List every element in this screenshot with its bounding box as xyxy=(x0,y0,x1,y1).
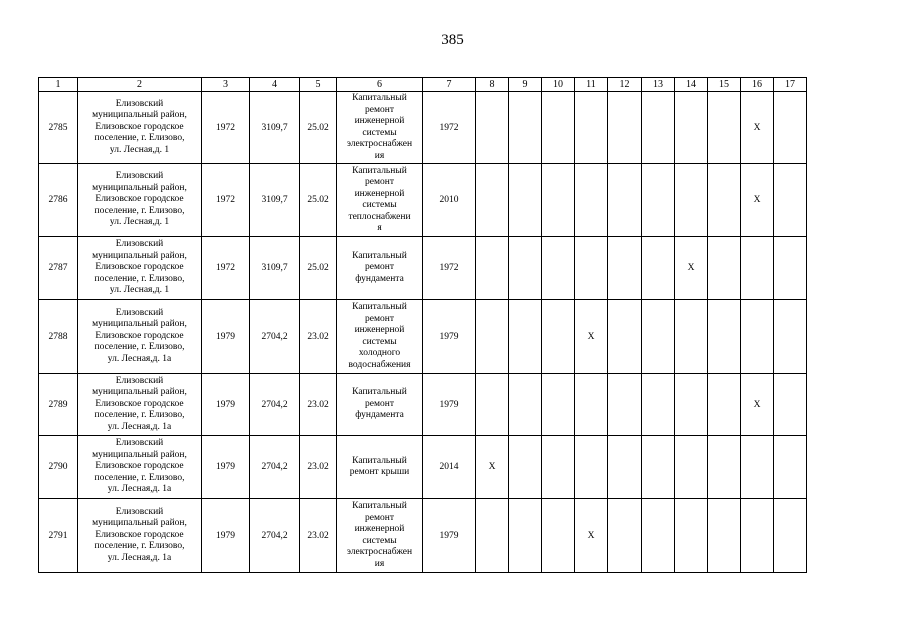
row-number-cell: 2790 xyxy=(39,436,78,499)
code-cell: 23.02 xyxy=(300,499,337,573)
mark-cell xyxy=(542,436,575,499)
repair-type-line: Капитальный xyxy=(352,302,407,312)
repair-type-line: фундамента xyxy=(355,273,404,284)
area-cell: 2704,2 xyxy=(250,300,300,374)
row-number-cell: 2785 xyxy=(39,92,78,164)
mark-cell xyxy=(774,92,807,164)
mark-cell xyxy=(774,300,807,374)
mark-cell xyxy=(708,436,741,499)
address-cell xyxy=(78,499,202,573)
repair-year-cell: 1979 xyxy=(423,374,476,436)
repair-type-line: ремонт xyxy=(365,177,394,187)
mark-cell xyxy=(675,92,708,164)
build-year-cell: 1972 xyxy=(202,237,250,300)
table-row xyxy=(39,237,807,300)
column-header: 9 xyxy=(509,78,542,92)
mark-cell xyxy=(675,499,708,573)
address-line: муниципальный район, xyxy=(92,518,187,529)
mark-cell xyxy=(774,436,807,499)
repair-type-line: инженерной xyxy=(354,524,405,534)
code-cell: 25.02 xyxy=(300,164,337,237)
mark-cell: X xyxy=(741,374,774,436)
table-body xyxy=(39,92,807,573)
mark-cell xyxy=(608,92,642,164)
mark-cell xyxy=(575,164,608,237)
table-row xyxy=(39,374,807,436)
repair-type-line: системы xyxy=(362,127,397,138)
address-line: Елизовский xyxy=(115,506,164,517)
mark-cell xyxy=(642,92,675,164)
column-header: 16 xyxy=(741,78,774,92)
address-cell xyxy=(78,164,202,237)
address-line: Елизовское городское xyxy=(95,529,184,540)
column-header: 8 xyxy=(476,78,509,92)
mark-cell xyxy=(476,499,509,573)
mark-cell: X xyxy=(675,237,708,300)
mark-cell xyxy=(542,237,575,300)
area-cell: 3109,7 xyxy=(250,237,300,300)
table-row xyxy=(39,499,807,573)
mark-cell xyxy=(708,300,741,374)
address-line: Елизовский xyxy=(115,239,164,250)
address-line: муниципальный район, xyxy=(92,319,187,330)
repair-type-line: Капитальный xyxy=(352,165,407,176)
row-number-cell: 2789 xyxy=(39,374,78,436)
column-header: 6 xyxy=(337,78,423,92)
repair-type-line: холодного xyxy=(358,348,401,358)
column-number-header-row xyxy=(39,78,807,92)
code-cell: 25.02 xyxy=(300,92,337,164)
repair-type-line: теплоснабжени xyxy=(348,211,411,222)
repair-type-cell xyxy=(337,92,423,164)
address-line: поселение, г. Елизово, xyxy=(94,133,185,144)
column-header: 11 xyxy=(575,78,608,92)
column-header: 14 xyxy=(675,78,708,92)
mark-cell xyxy=(575,436,608,499)
repair-type-line: инженерной xyxy=(354,188,405,199)
mark-cell xyxy=(675,436,708,499)
mark-cell xyxy=(542,300,575,374)
page-number: 385 xyxy=(441,32,464,48)
address-cell xyxy=(78,237,202,300)
repair-type-line: инженерной xyxy=(354,325,405,335)
column-header: 17 xyxy=(774,78,807,92)
table-row xyxy=(39,164,807,237)
repair-type-cell xyxy=(337,164,423,237)
repair-type-cell xyxy=(337,499,423,573)
mark-cell xyxy=(774,164,807,237)
address-line: Елизовский xyxy=(115,171,164,182)
mark-cell xyxy=(542,499,575,573)
build-year-cell: 1972 xyxy=(202,164,250,237)
address-line: Елизовское городское xyxy=(95,330,184,341)
column-header: 2 xyxy=(78,78,202,92)
address-line: Елизовское городское xyxy=(95,398,184,409)
column-header: 5 xyxy=(300,78,337,92)
build-year-cell: 1979 xyxy=(202,374,250,436)
mark-cell: X xyxy=(476,436,509,499)
address-line: Елизовский xyxy=(115,307,164,318)
mark-cell xyxy=(542,374,575,436)
repair-type-line: инженерной xyxy=(354,116,405,126)
mark-cell xyxy=(642,436,675,499)
address-line: ул. Лесная,д. 1 xyxy=(109,217,170,228)
address-cell xyxy=(78,374,202,436)
mark-cell xyxy=(608,237,642,300)
address-line: муниципальный район, xyxy=(92,182,187,193)
address-line: Елизовское городское xyxy=(95,194,184,205)
mark-cell xyxy=(741,499,774,573)
address-line: муниципальный район, xyxy=(92,250,187,261)
code-cell: 23.02 xyxy=(300,436,337,499)
address-line: поселение, г. Елизово, xyxy=(94,205,185,216)
address-line: поселение, г. Елизово, xyxy=(94,472,185,483)
area-cell: 2704,2 xyxy=(250,374,300,436)
repair-type-line: Капитальный xyxy=(352,501,407,511)
mark-cell xyxy=(675,300,708,374)
repair-type-line: Капитальный xyxy=(352,250,407,261)
repair-year-cell: 1979 xyxy=(423,499,476,573)
row-number-cell: 2786 xyxy=(39,164,78,237)
mark-cell xyxy=(642,300,675,374)
address-line: поселение, г. Елизово, xyxy=(94,342,185,353)
repair-type-line: ремонт xyxy=(365,104,394,115)
mark-cell xyxy=(476,92,509,164)
address-line: поселение, г. Елизово, xyxy=(94,273,185,284)
repair-type-line: ремонт крыши xyxy=(349,467,410,477)
address-line: муниципальный район, xyxy=(92,110,187,121)
repair-year-cell: 2010 xyxy=(423,164,476,237)
repair-year-cell: 1979 xyxy=(423,300,476,374)
mark-cell xyxy=(509,92,542,164)
code-cell: 23.02 xyxy=(300,374,337,436)
repair-type-line: системы xyxy=(362,200,397,210)
mark-cell xyxy=(575,237,608,300)
mark-cell xyxy=(642,499,675,573)
area-cell: 3109,7 xyxy=(250,164,300,237)
repair-register-table xyxy=(38,77,807,573)
mark-cell xyxy=(509,300,542,374)
mark-cell xyxy=(509,499,542,573)
address-cell xyxy=(78,300,202,374)
mark-cell xyxy=(542,92,575,164)
repair-type-line: электроснабжен xyxy=(346,139,413,149)
repair-type-line: Капитальный xyxy=(352,455,407,466)
column-header: 12 xyxy=(608,78,642,92)
area-cell: 2704,2 xyxy=(250,499,300,573)
mark-cell xyxy=(741,436,774,499)
mark-cell xyxy=(708,499,741,573)
mark-cell: X xyxy=(741,92,774,164)
address-line: муниципальный район, xyxy=(92,449,187,460)
column-header: 13 xyxy=(642,78,675,92)
row-number-cell: 2791 xyxy=(39,499,78,573)
mark-cell xyxy=(509,374,542,436)
area-cell: 2704,2 xyxy=(250,436,300,499)
row-number-cell: 2787 xyxy=(39,237,78,300)
repair-type-cell xyxy=(337,436,423,499)
mark-cell xyxy=(708,164,741,237)
mark-cell xyxy=(642,237,675,300)
table-row xyxy=(39,92,807,164)
column-header: 1 xyxy=(39,78,78,92)
repair-type-line: электроснабжен xyxy=(346,547,413,557)
address-line: Елизовский xyxy=(115,438,164,449)
repair-type-line: ремонт xyxy=(365,313,394,324)
mark-cell xyxy=(542,164,575,237)
mark-cell xyxy=(774,374,807,436)
row-number-cell: 2788 xyxy=(39,300,78,374)
repair-year-cell: 2014 xyxy=(423,436,476,499)
repair-type-line: водоснабжения xyxy=(348,359,411,370)
address-line: ул. Лесная,д. 1 xyxy=(109,144,170,155)
repair-year-cell: 1972 xyxy=(423,92,476,164)
address-line: поселение, г. Елизово, xyxy=(94,541,185,552)
address-line: Елизовское городское xyxy=(95,461,184,472)
repair-type-line: ремонт xyxy=(365,262,394,273)
address-line: Елизовский xyxy=(115,375,164,386)
build-year-cell: 1979 xyxy=(202,300,250,374)
mark-cell xyxy=(642,164,675,237)
mark-cell xyxy=(675,374,708,436)
mark-cell xyxy=(741,237,774,300)
repair-type-line: ремонт xyxy=(365,398,394,409)
address-line: ул. Лесная,д. 1а xyxy=(107,484,172,495)
mark-cell xyxy=(509,164,542,237)
mark-cell xyxy=(774,499,807,573)
mark-cell xyxy=(509,436,542,499)
repair-type-line: ия xyxy=(374,150,385,161)
repair-type-line: системы xyxy=(362,336,397,347)
mark-cell xyxy=(741,300,774,374)
code-cell: 25.02 xyxy=(300,237,337,300)
address-line: Елизовский xyxy=(115,98,164,109)
build-year-cell: 1972 xyxy=(202,92,250,164)
repair-year-cell: 1972 xyxy=(423,237,476,300)
mark-cell xyxy=(708,237,741,300)
mark-cell: X xyxy=(575,300,608,374)
repair-type-line: я xyxy=(377,223,382,233)
repair-type-line: ия xyxy=(374,558,385,569)
address-line: поселение, г. Елизово, xyxy=(94,410,185,421)
mark-cell xyxy=(476,237,509,300)
mark-cell xyxy=(509,237,542,300)
address-line: ул. Лесная,д. 1а xyxy=(107,421,172,432)
code-cell: 23.02 xyxy=(300,300,337,374)
column-header: 4 xyxy=(250,78,300,92)
address-cell xyxy=(78,92,202,164)
address-line: ул. Лесная,д. 1а xyxy=(107,552,172,563)
repair-type-line: фундамента xyxy=(355,410,404,421)
address-line: ул. Лесная,д. 1 xyxy=(109,285,170,296)
repair-type-line: Капитальный xyxy=(352,387,407,398)
column-header: 15 xyxy=(708,78,741,92)
mark-cell xyxy=(476,164,509,237)
address-line: Елизовское городское xyxy=(95,262,184,273)
address-cell xyxy=(78,436,202,499)
mark-cell xyxy=(675,164,708,237)
mark-cell xyxy=(774,237,807,300)
mark-cell xyxy=(608,499,642,573)
mark-cell: X xyxy=(741,164,774,237)
table-row xyxy=(39,436,807,499)
column-header: 3 xyxy=(202,78,250,92)
column-header: 10 xyxy=(542,78,575,92)
mark-cell xyxy=(608,436,642,499)
repair-type-line: ремонт xyxy=(365,512,394,523)
column-header: 7 xyxy=(423,78,476,92)
address-line: Елизовское городское xyxy=(95,121,184,132)
mark-cell: X xyxy=(575,499,608,573)
table-row xyxy=(39,300,807,374)
repair-type-cell xyxy=(337,237,423,300)
mark-cell xyxy=(608,300,642,374)
repair-type-line: Капитальный xyxy=(352,93,407,103)
area-cell: 3109,7 xyxy=(250,92,300,164)
address-line: ул. Лесная,д. 1а xyxy=(107,353,172,364)
repair-type-line: системы xyxy=(362,535,397,546)
mark-cell xyxy=(575,92,608,164)
mark-cell xyxy=(708,92,741,164)
repair-type-cell xyxy=(337,374,423,436)
mark-cell xyxy=(608,164,642,237)
repair-type-cell xyxy=(337,300,423,374)
mark-cell xyxy=(476,300,509,374)
build-year-cell: 1979 xyxy=(202,499,250,573)
mark-cell xyxy=(575,374,608,436)
mark-cell xyxy=(608,374,642,436)
build-year-cell: 1979 xyxy=(202,436,250,499)
mark-cell xyxy=(476,374,509,436)
mark-cell xyxy=(708,374,741,436)
mark-cell xyxy=(642,374,675,436)
address-line: муниципальный район, xyxy=(92,387,187,398)
